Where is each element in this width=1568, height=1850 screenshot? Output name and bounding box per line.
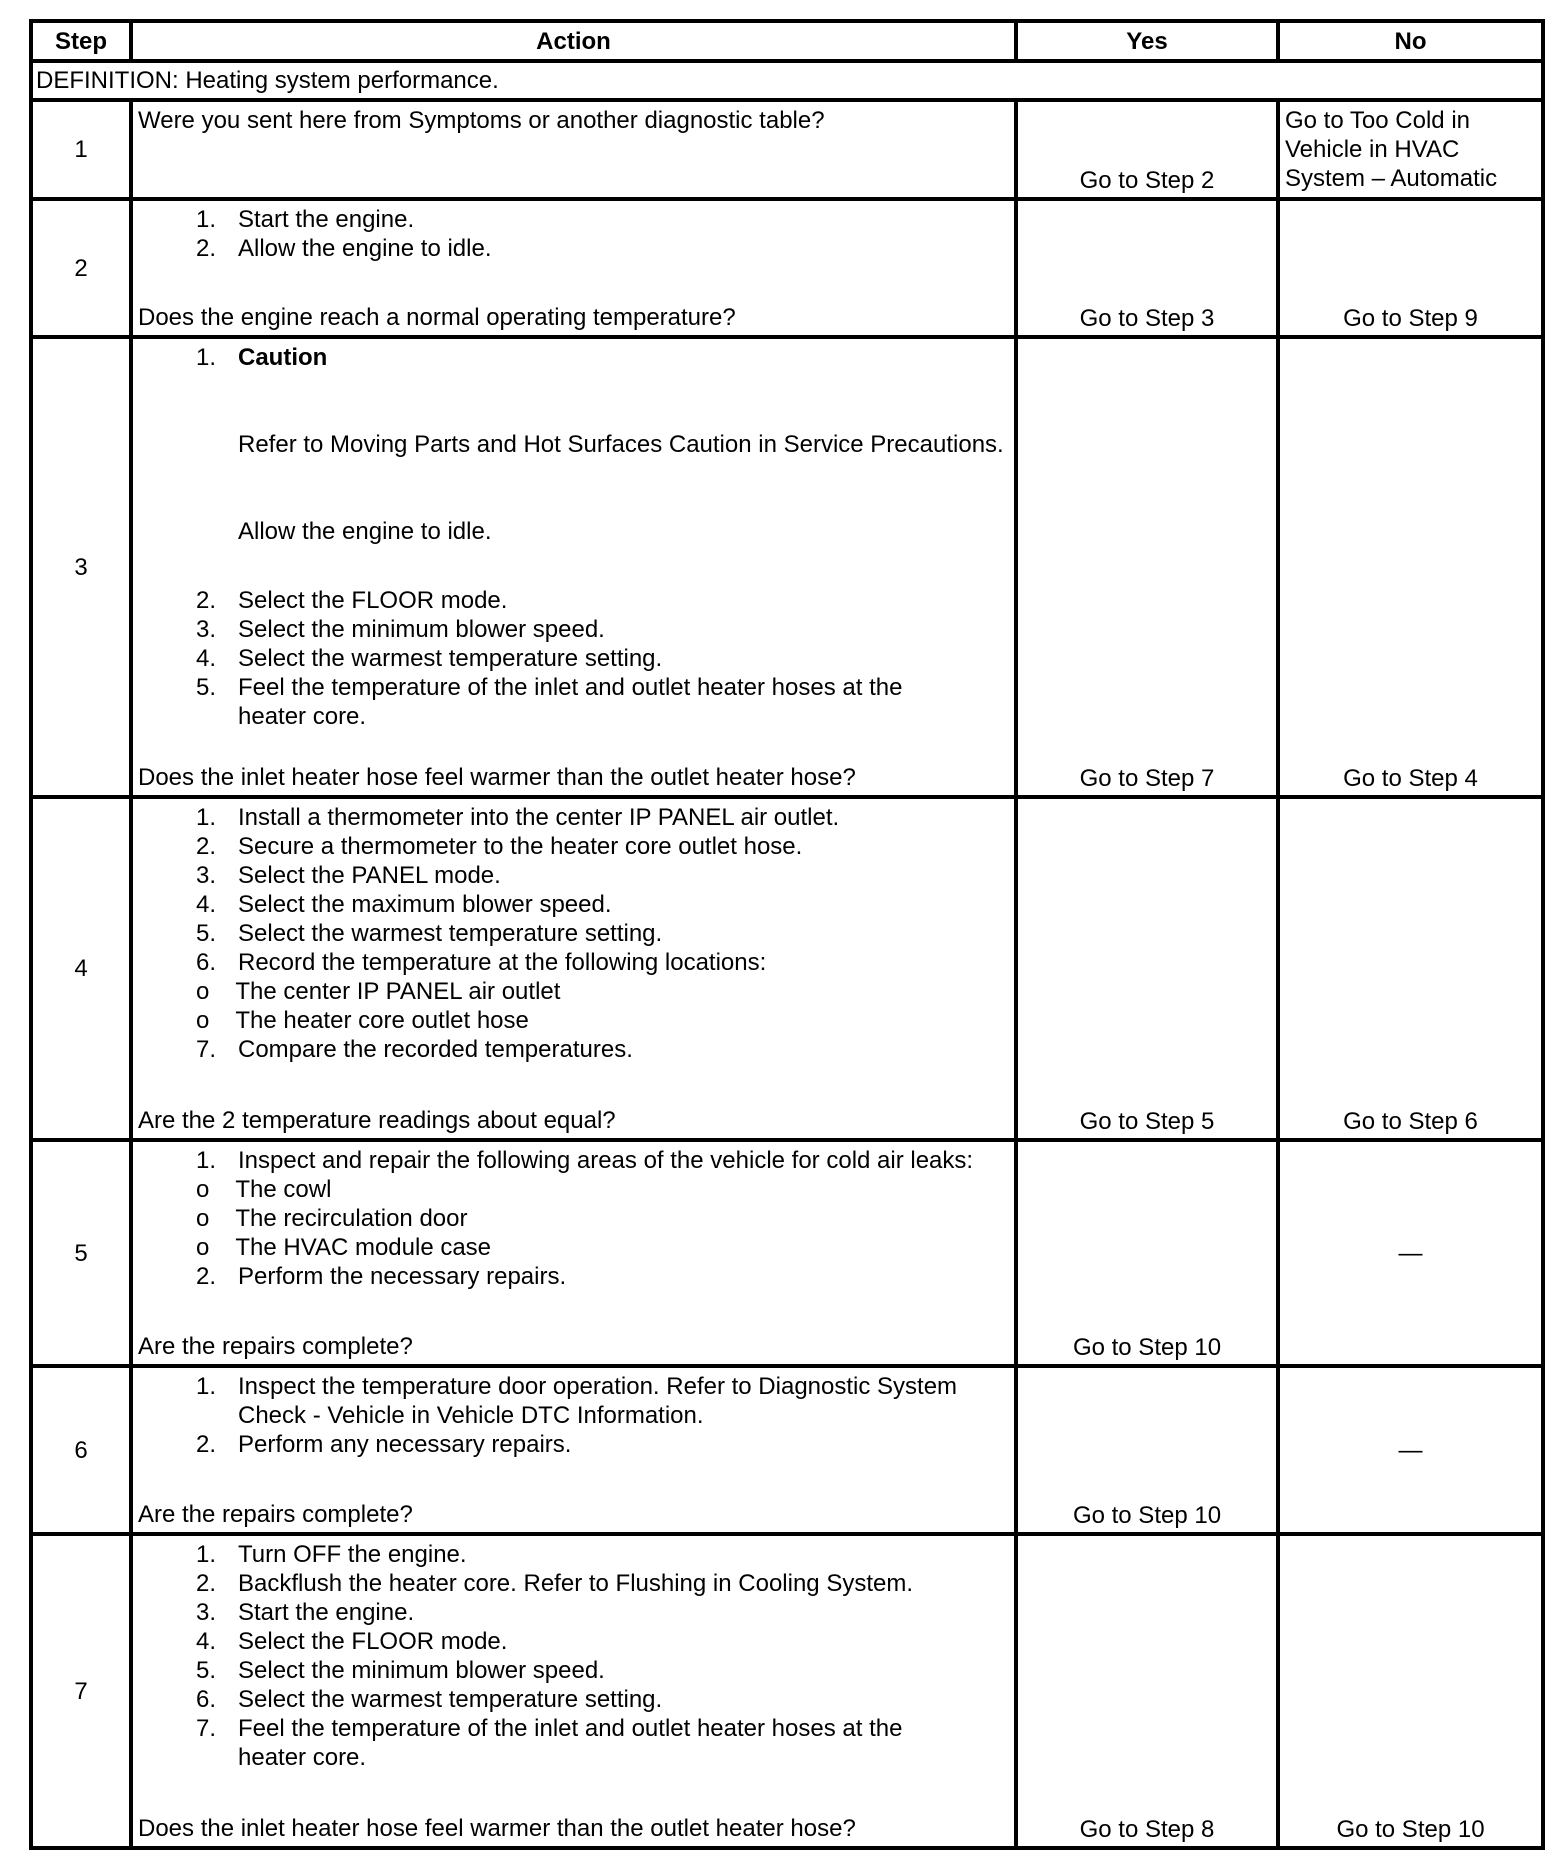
list-item: 5. Select the minimum blower speed. xyxy=(195,1657,605,1684)
table-row xyxy=(31,1534,1543,1848)
yes-result: Go to Step 5 xyxy=(1016,797,1278,1140)
list-item: 5. Feel the temperature of the inlet and outlet heater hoses at the heater core. xyxy=(195,674,903,730)
sub-list xyxy=(138,1175,1010,1262)
header-row xyxy=(31,21,1543,61)
list-item: 2. Secure a thermometer to the heater core outlet hose. xyxy=(195,833,803,860)
action-list xyxy=(138,1146,1010,1175)
no-result: — xyxy=(1278,1140,1543,1366)
yes-result: Go to Step 8 xyxy=(1016,1534,1278,1848)
sub-list-item: o The recirculation door xyxy=(196,1205,468,1232)
action-list xyxy=(138,1372,1010,1459)
table-row xyxy=(31,797,1543,1140)
no-result: Go to Step 9 xyxy=(1278,199,1543,337)
step-number: 5 xyxy=(31,1140,131,1366)
list-item: 2. Allow the engine to idle. xyxy=(195,235,492,262)
bullet-icon: o xyxy=(196,1234,210,1261)
list-item: 2. Perform any necessary repairs. xyxy=(195,1431,572,1458)
table-row xyxy=(31,199,1543,337)
yes-result: Go to Step 3 xyxy=(1016,199,1278,337)
question-text: Are the 2 temperature readings about equal? xyxy=(138,1107,616,1134)
list-item: 4. Select the warmest temperature setting. xyxy=(195,645,663,672)
list-item: 1. Inspect the temperature door operation. Refer to Diagnostic System Check - Vehicle in Vehicle DTC Information. xyxy=(195,1373,958,1429)
question-text: Are the repairs complete? xyxy=(138,1501,413,1528)
list-item: 7. Compare the recorded temperatures. xyxy=(195,1036,633,1063)
action-cell xyxy=(131,1366,1016,1534)
caution-title: Caution xyxy=(238,344,328,371)
question-text: Were you sent here from Symptoms or another diagnostic table? xyxy=(138,107,825,134)
action-cell xyxy=(131,1534,1016,1848)
action-list xyxy=(138,1035,1010,1064)
yes-result: Go to Step 10 xyxy=(1016,1366,1278,1534)
action-cell xyxy=(131,100,1016,199)
table-row xyxy=(31,1366,1543,1534)
yes-result: Go to Step 7 xyxy=(1016,337,1278,797)
sub-list-item: o The cowl xyxy=(196,1176,332,1203)
header-yes: Yes xyxy=(1016,21,1278,61)
diagnostic-table xyxy=(29,19,1545,1850)
table-row xyxy=(31,100,1543,199)
header-no: No xyxy=(1278,21,1543,61)
list-item: 4. Select the FLOOR mode. xyxy=(195,1628,508,1655)
question-text: Does the inlet heater hose feel warmer than the outlet heater hose? xyxy=(138,764,856,791)
question-text: Are the repairs complete? xyxy=(138,1333,413,1360)
yes-result: Go to Step 10 xyxy=(1016,1140,1278,1366)
list-item: 1. Start the engine. xyxy=(195,206,415,233)
bullet-icon: o xyxy=(196,1176,210,1203)
action-cell xyxy=(131,337,1016,797)
list-item: 3. Select the PANEL mode. xyxy=(195,862,501,889)
header-step: Step xyxy=(31,21,131,61)
sub-list-item: o The HVAC module case xyxy=(196,1234,492,1261)
step-number: 6 xyxy=(31,1366,131,1534)
no-result: Go to Step 4 xyxy=(1278,337,1543,797)
list-item: 2. Select the FLOOR mode. xyxy=(195,587,508,614)
definition-text: DEFINITION: Heating system performance. xyxy=(31,61,1543,100)
bullet-icon: o xyxy=(196,978,210,1005)
list-item: 6. Select the warmest temperature setting. xyxy=(195,1686,663,1713)
action-list xyxy=(138,205,1010,263)
sub-list xyxy=(138,977,1010,1035)
list-item: 3. Start the engine. xyxy=(195,1599,415,1626)
no-result: — xyxy=(1278,1366,1543,1534)
table-row xyxy=(31,1140,1543,1366)
header-action: Action xyxy=(131,21,1016,61)
action-list xyxy=(138,1540,1010,1772)
definition-row xyxy=(31,61,1543,100)
action-list xyxy=(138,803,1010,977)
yes-result: Go to Step 2 xyxy=(1016,100,1278,199)
no-result: Go to Step 10 xyxy=(1278,1534,1543,1848)
caution-text: Refer to Moving Parts and Hot Surfaces Caution in Service Precautions. xyxy=(238,431,1004,458)
list-item: 1. Install a thermometer into the center IP PANEL air outlet. xyxy=(195,804,840,831)
list-item: 1. Inspect and repair the following areas of the vehicle for cold air leaks: xyxy=(195,1147,974,1174)
action-list xyxy=(138,343,1010,731)
bullet-icon: o xyxy=(196,1007,210,1034)
step-number: 2 xyxy=(31,199,131,337)
step-number: 3 xyxy=(31,337,131,797)
list-item: 5. Select the warmest temperature setting. xyxy=(195,920,663,947)
step-number: 7 xyxy=(31,1534,131,1848)
step-number: 1 xyxy=(31,100,131,199)
no-result: Go to Too Cold in Vehicle in HVAC System – Automatic xyxy=(1278,100,1543,199)
action-list xyxy=(138,1262,1010,1291)
list-item: 7. Feel the temperature of the inlet and outlet heater hoses at the heater core. xyxy=(195,1715,903,1771)
list-item: 2. Perform the necessary repairs. xyxy=(195,1263,567,1290)
step-number: 4 xyxy=(31,797,131,1140)
no-result: Go to Step 6 xyxy=(1278,797,1543,1140)
sub-list-item: o The heater core outlet hose xyxy=(196,1007,529,1034)
bullet-icon: o xyxy=(196,1205,210,1232)
list-item: 3. Select the minimum blower speed. xyxy=(195,616,605,643)
list-item: 4. Select the maximum blower speed. xyxy=(195,891,612,918)
table-row xyxy=(31,337,1543,797)
list-item: 1. Caution Refer to Moving Parts and Hot Surfaces Caution in Service Precautions. Allow the engine to idle. xyxy=(138,343,1010,546)
caution-after: Allow the engine to idle. xyxy=(238,518,492,545)
question-text: Does the engine reach a normal operating temperature? xyxy=(138,304,736,331)
list-item: 2. Backflush the heater core. Refer to Flushing in Cooling System. xyxy=(195,1570,913,1597)
action-cell xyxy=(131,1140,1016,1366)
list-item: 1. Turn OFF the engine. xyxy=(195,1541,467,1568)
action-cell xyxy=(131,199,1016,337)
list-item: 6. Record the temperature at the following locations: xyxy=(195,949,767,976)
action-cell xyxy=(131,797,1016,1140)
question-text: Does the inlet heater hose feel warmer than the outlet heater hose? xyxy=(138,1815,856,1842)
sub-list-item: o The center IP PANEL air outlet xyxy=(196,978,561,1005)
